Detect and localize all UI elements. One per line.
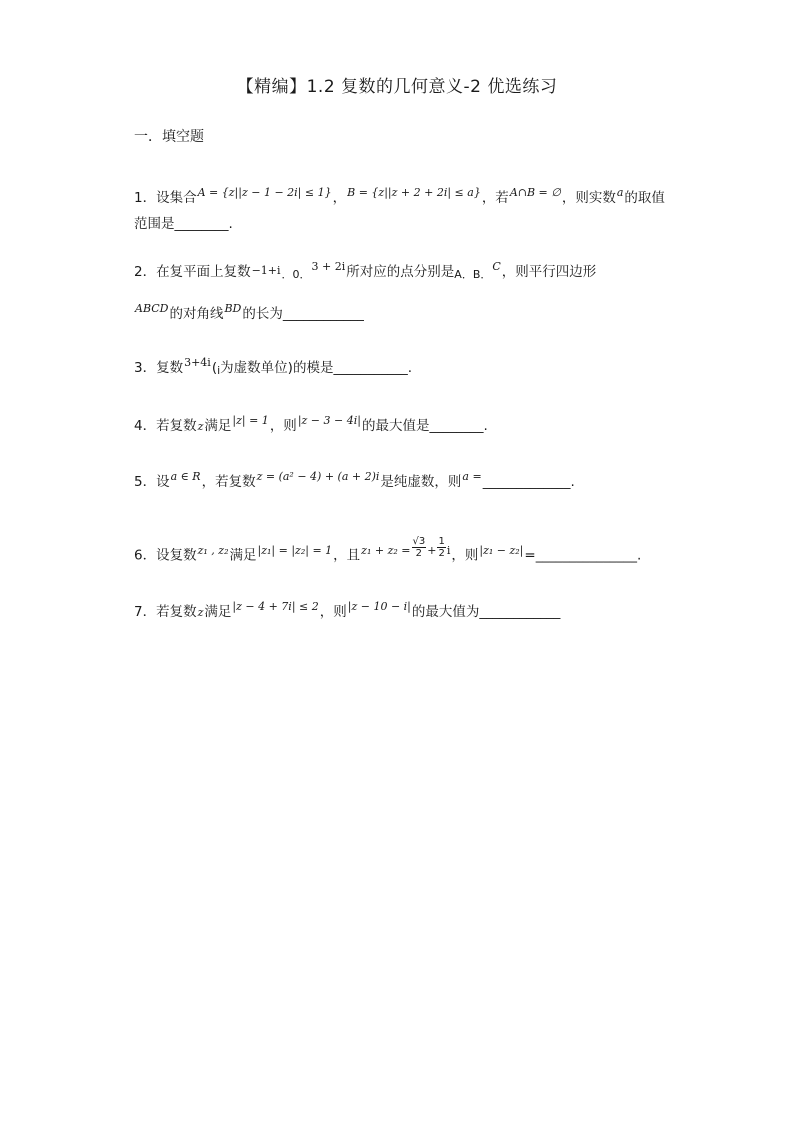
q2-complex-1: −1+i [251,264,281,277]
q5-text-b: ，若复数 [201,474,256,490]
q6-vars: z₁ , z₂ [197,543,229,557]
q6-plus: + [427,543,437,557]
q2-sep-b: ． [480,268,492,281]
question-6 [134,536,642,567]
q2-point-c: C [492,260,501,273]
question-5 [134,472,575,493]
q7-number: 7． [134,604,157,620]
q4-text-a: 若复数 [156,418,197,434]
q3-number: 3． [134,360,157,376]
q7-expression: |z − 10 − i| [347,600,411,613]
q1-set-a: A = {z||z − 1 − 2i| ≤ 1} [197,186,332,199]
q5-text-c: 是纯虚数，则 [380,474,462,490]
q3-complex: 3+4i [184,356,211,369]
q2-text-e: 的长为____________ [242,306,364,322]
q1-text-c: ，则实数 [561,190,616,206]
q6-text-b: 满足 [229,547,257,564]
q4-condition: |z| = 1 [232,414,269,427]
question-2-line-2 [134,304,364,325]
q1-intersection: A∩B = ∅ [509,186,561,199]
section-heading: 一．填空题 [134,129,204,145]
q1-set-b: B = {z||z + 2 + 2i| ≤ a} [347,186,481,199]
q2-diagonal: BD [224,302,242,315]
q6-text-c: ，且 [333,547,361,564]
q6-condition: |z₁| = |z₂| = 1 [257,543,333,557]
q2-text-b: 所对应的点分别是 [346,264,455,280]
q5-condition: a ∈ R [170,470,201,483]
q4-text-c: ，则 [269,418,297,434]
q2-sep-a: ． [461,268,473,281]
q1-var-a: a [616,186,624,199]
q7-var-z: z [197,606,204,619]
q5-text-d: _____________. [482,474,575,490]
q7-text-c: ，则 [319,604,347,620]
q2-point-a: A [454,268,462,281]
q4-number: 4． [134,418,157,434]
question-3 [134,358,412,379]
page-title: 【精编】1.2 复数的几何意义-2 优选练习 [236,77,558,97]
q5-text-a: 设 [156,474,170,490]
q1-text-a: 设集合 [156,190,197,206]
question-1 [134,188,665,209]
q7-text-b: 满足 [204,604,232,620]
q5-number: 5． [134,474,157,490]
q6-fraction-1-numerator: √3 [412,536,426,547]
q2-text-d: 的对角线 [169,306,224,322]
q7-text-d: 的最大值为____________ [411,604,561,620]
q1-text-d: 的取值 [624,190,665,206]
q2-text-a: 在复平面上复数 [156,264,251,280]
q2-point-b: B [472,268,481,281]
q4-expression: |z − 3 − 4i| [297,414,361,427]
question-7 [134,602,560,623]
q6-number: 6． [134,547,157,564]
q4-text-b: 满足 [204,418,232,434]
q6-text-e: =_______________. [524,547,642,564]
q2-number: 2． [134,264,157,280]
q6-text-a: 设复数 [156,547,197,564]
q7-condition: |z − 4 + 7i| ≤ 2 [232,600,319,613]
q6-fraction-2 [437,536,445,559]
q3-text-b: 为虚数单位)的模是___________. [220,360,412,376]
q1-number: 1． [134,190,157,206]
q2-complex-3: 3 + 2i [311,260,346,273]
question-1-line-2: 范围是________. [134,216,233,232]
q4-var-z: z [197,420,204,433]
question-2 [134,262,596,283]
q3-paren: ( [211,360,218,376]
q2-sep-1: ．0． [281,268,311,281]
q6-text-d: ，则 [451,547,479,564]
q6-sum: z₁ + z₂ = [361,543,411,557]
q1-text-b: ，若 [481,190,509,206]
q6-fraction-2-denominator: 2 [438,548,445,559]
q6-fraction-2-numerator: 1 [438,536,445,547]
q5-var-a: a = [462,470,482,483]
q4-text-d: 的最大值是________. [361,418,488,434]
q7-text-a: 若复数 [156,604,197,620]
q2-text-c: ，则平行四边形 [501,264,597,280]
q1-comma: ， [332,190,347,206]
q6-fraction-1-denominator: 2 [415,548,423,559]
q6-fraction-1 [412,536,427,559]
q6-difference: |z₁ − z₂| [479,543,524,557]
q3-imag-unit: i [217,364,221,377]
q3-text-a: 复数 [156,360,184,376]
question-4 [134,416,488,437]
q2-parallelogram: ABCD [135,302,169,315]
q5-complex: z = (a² − 4) + (a + 2)i [256,470,380,483]
q6-imag-unit: i [446,543,451,557]
